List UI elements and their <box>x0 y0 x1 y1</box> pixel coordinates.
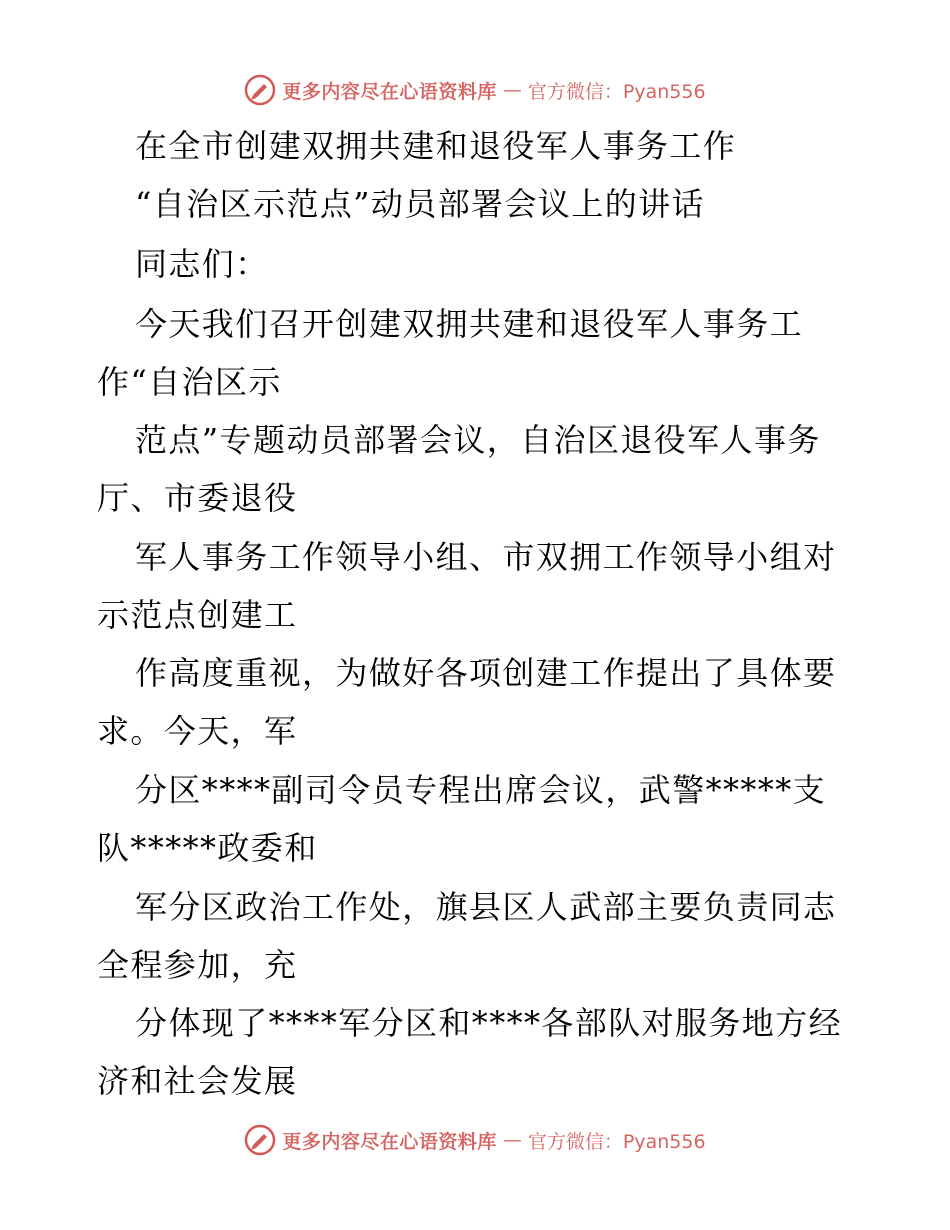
seal-logo-icon <box>244 1124 276 1156</box>
body-line: 全程参加，充 <box>97 946 298 984</box>
salutation: 同志们： <box>135 245 269 283</box>
body-line: 今天我们召开创建双拥共建和退役军人事务工 <box>135 305 804 343</box>
body-line: 作“自治区示 <box>97 363 282 401</box>
body-line: 军人事务工作领导小组、市双拥工作领导小组对 <box>135 538 837 576</box>
watermark-wechat-text: 官方微信：Pyan556 <box>527 1130 706 1153</box>
body-line: 队*****政委和 <box>97 829 318 867</box>
document-title-line-1: 在全市创建双拥共建和退役军人事务工作 <box>135 127 737 165</box>
watermark-brand-text: 更多内容尽在心语资料库 <box>282 80 497 103</box>
body-line: 范点”专题动员部署会议，自治区退役军人事务 <box>135 421 821 459</box>
header-watermark <box>0 70 950 110</box>
watermark-separator: — <box>502 79 522 101</box>
body-line: 分体现了****军分区和****各部队对服务地方经 <box>135 1004 843 1042</box>
watermark-brand-text: 更多内容尽在心语资料库 <box>282 1130 497 1153</box>
body-line: 求。今天，军 <box>97 712 298 750</box>
body-line: 军分区政治工作处，旗县区人武部主要负责同志 <box>135 888 837 926</box>
document-title-line-2: “自治区示范点”动员部署会议上的讲话 <box>135 185 705 223</box>
body-line: 分区****副司令员专程出席会议，武警*****支 <box>135 771 827 809</box>
seal-logo-icon <box>244 74 276 106</box>
body-line: 作高度重视，为做好各项创建工作提出了具体要 <box>135 654 837 692</box>
footer-watermark <box>0 1120 950 1160</box>
body-line: 济和社会发展 <box>97 1062 298 1100</box>
body-line: 厅、市委退役 <box>97 479 298 517</box>
watermark-separator: — <box>502 1129 522 1151</box>
body-line: 示范点创建工 <box>97 596 298 634</box>
watermark-wechat-text: 官方微信：Pyan556 <box>527 80 706 103</box>
